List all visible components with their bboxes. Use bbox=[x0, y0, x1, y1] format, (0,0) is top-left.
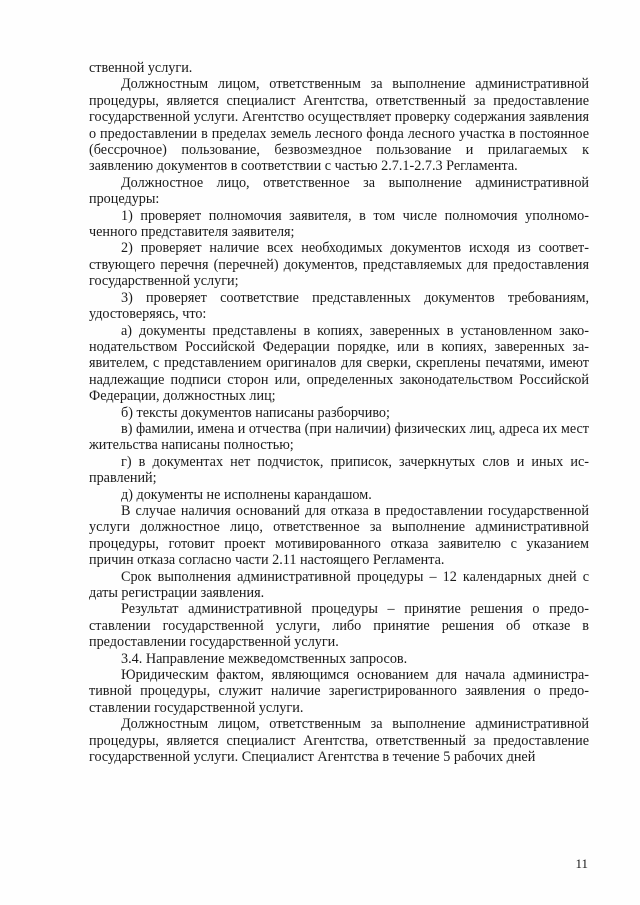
list-item-2: 2) проверяет наличие всех необходимых документов исходя из соответствующего перечня (перечней) документов, представляемых для предоставления государственной услуги; bbox=[89, 240, 589, 290]
sub-item-v: в) фамилии, имена и отчества (при наличии) физических лиц, адреса их мест жительства написаны полностью; bbox=[89, 420, 589, 454]
paragraph-official-duties-intro: Должностное лицо, ответственное за выполнение административной процедуры: bbox=[89, 174, 589, 208]
document-body bbox=[89, 60, 589, 765]
paragraph-legal-fact: Юридическим фактом, являющимся основанием для начала административной процедуры, служит наличие зарегистрированного заявления о предоставлении государственной услуги. bbox=[89, 667, 589, 716]
page-number: 11 bbox=[575, 856, 588, 871]
list-item-3: 3) проверяет соответствие представленных документов требованиям, удостоверяясь, что: bbox=[89, 289, 589, 323]
paragraph-continuation: ственной услуги. bbox=[89, 60, 193, 76]
paragraph-deadline: Срок выполнения административной процедуры – 12 календарных дней с даты регистрации заявления. bbox=[89, 568, 589, 601]
paragraph-refusal: В случае наличия оснований для отказа в предоставлении государственной услуги должностное лицо, ответственное за выполнение административной процедуры, готовит проект мотивированного отказа заявителю с указанием причин отказа согласно части 2.11 настоящего Регламента. bbox=[89, 502, 589, 569]
list-item-1: 1) проверяет полномочия заявителя, в том числе полномочия уполномоченного представителя заявителя; bbox=[89, 207, 589, 241]
sub-item-d: д) документы не исполнены карандашом. bbox=[121, 486, 372, 503]
sub-item-g: г) в документах нет подчисток, приписок, зачеркнутых слов и иных исправлений; bbox=[89, 453, 589, 487]
sub-item-b: б) тексты документов написаны разборчиво; bbox=[121, 404, 390, 421]
paragraph-responsible-official: Должностным лицом, ответственным за выполнение административной процедуры, является специалист Агентства, ответственный за предоставление государственной услуги. Агентство осуществляет проверку содержания заявления о предоставлении в пределах земель лесного фонда лесного участка в постоянное (бессрочное) пользование, безвозмездное пользование и прилагаемых к заявлению документов в соответствии с частью 2.7.1-2.7.3 Регламента. bbox=[89, 76, 589, 175]
section-heading-3-4: 3.4. Направление межведомственных запросов. bbox=[121, 650, 408, 667]
sub-item-a: а) документы представлены в копиях, заверенных в установленном законодательством Российской Федерации порядке, или в копиях, заверенных заявителем, с представлением оригиналов для сверки, скреплены печатями, имеют надлежащие подписи сторон или, определенных законодательством Российской Федерации, должностных лиц; bbox=[89, 322, 589, 405]
paragraph-responsible-specialist: Должностным лицом, ответственным за выполнение административной процедуры, является специалист Агентства, ответственный за предоставление государственной услуги. Специалист Агентства в течение 5 рабочих дней bbox=[89, 716, 589, 766]
paragraph-result: Результат административной процедуры – принятие решения о предоставлении государственной услуги, либо принятие решения об отказе в предоставлении государственной услуги. bbox=[89, 601, 589, 651]
